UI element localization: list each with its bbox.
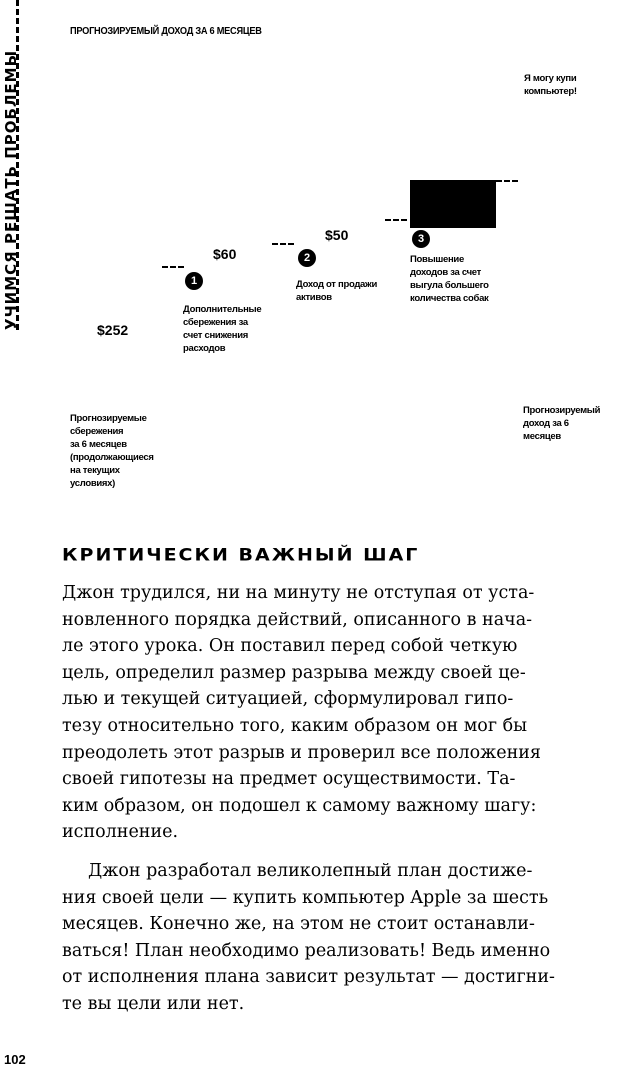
goal-connector (496, 180, 518, 182)
step3-marker: 3 (412, 230, 430, 248)
step3-connector (385, 219, 407, 221)
paragraph-1 (62, 580, 620, 846)
step2-marker: 2 (298, 249, 316, 267)
text-line: тезу относительно того, каким образом он мог бы (62, 715, 528, 736)
text-line: от исполнения плана зависит результат — достигни- (62, 967, 555, 988)
paragraph-2 (62, 858, 620, 1018)
step2-connector (272, 243, 294, 245)
section-heading: КРИТИЧЕСКИ ВАЖНЫЙ ШАГ (62, 545, 420, 565)
text-line: Джон разработал великолепный план достиже- (88, 861, 533, 881)
step2-label: Доход от продажи активов (296, 279, 378, 303)
text-line: ния своей цели — купить компьютер Apple за шесть (62, 887, 549, 908)
text-line: новленного порядка действий, описанного в нача- (62, 609, 533, 630)
text-line: лью и текущей ситуацией, сформулировал гипо- (62, 689, 514, 710)
side-header-text: УЧИМСЯ РЕШАТЬ ПРОБЛЕМЫ (2, 49, 20, 330)
chart-title: ПРОГНОЗИРУЕМЫЙ ДОХОД ЗА 6 МЕСЯЦЕВ (70, 25, 262, 37)
text-line: Джон трудился, ни на минуту не отступая от уста- (62, 583, 535, 603)
step3-label: Повышение доходов за счет выгула большего количества собак (410, 254, 489, 304)
step1-marker: 1 (185, 272, 203, 290)
text-line: цель, определил размер разрыва между своей це- (62, 662, 526, 683)
end-label: Прогнозируемый доход за 6 месяцев (523, 405, 601, 442)
page-number: 102 (4, 1052, 26, 1067)
text-line: те вы цели или нет. (62, 993, 245, 1014)
goal-label: Я могу купи компьютер! (524, 73, 577, 97)
step1-value: $60 (213, 246, 237, 262)
text-line: месяцев. Конечно же, на этом не стоит останавли- (62, 914, 535, 935)
step3-bar (410, 180, 496, 228)
step2-value: $50 (325, 227, 349, 243)
text-line: ким образом, он подошел к самому важному шагу: (62, 795, 537, 816)
text-line: ваться! План необходимо реализовать! Ведь именно (62, 940, 551, 961)
text-line: преодолеть этот разрыв и проверил все положения (62, 742, 541, 763)
step1-connector (162, 266, 184, 268)
start-label: Прогнозируемые сбережения за 6 месяцев (продолжающиеся на текущих условиях) (70, 413, 154, 489)
step1-label: Дополнительные сбережения за счет снижения расходов (183, 304, 262, 354)
text-line: своей гипотезы на предмет осуществимости. Та- (62, 769, 516, 790)
text-line: ле этого урока. Он поставил перед собой четкую (62, 636, 518, 657)
start-value: $252 (97, 322, 129, 338)
side-header (0, 0, 22, 340)
text-line: исполнение. (62, 822, 179, 843)
